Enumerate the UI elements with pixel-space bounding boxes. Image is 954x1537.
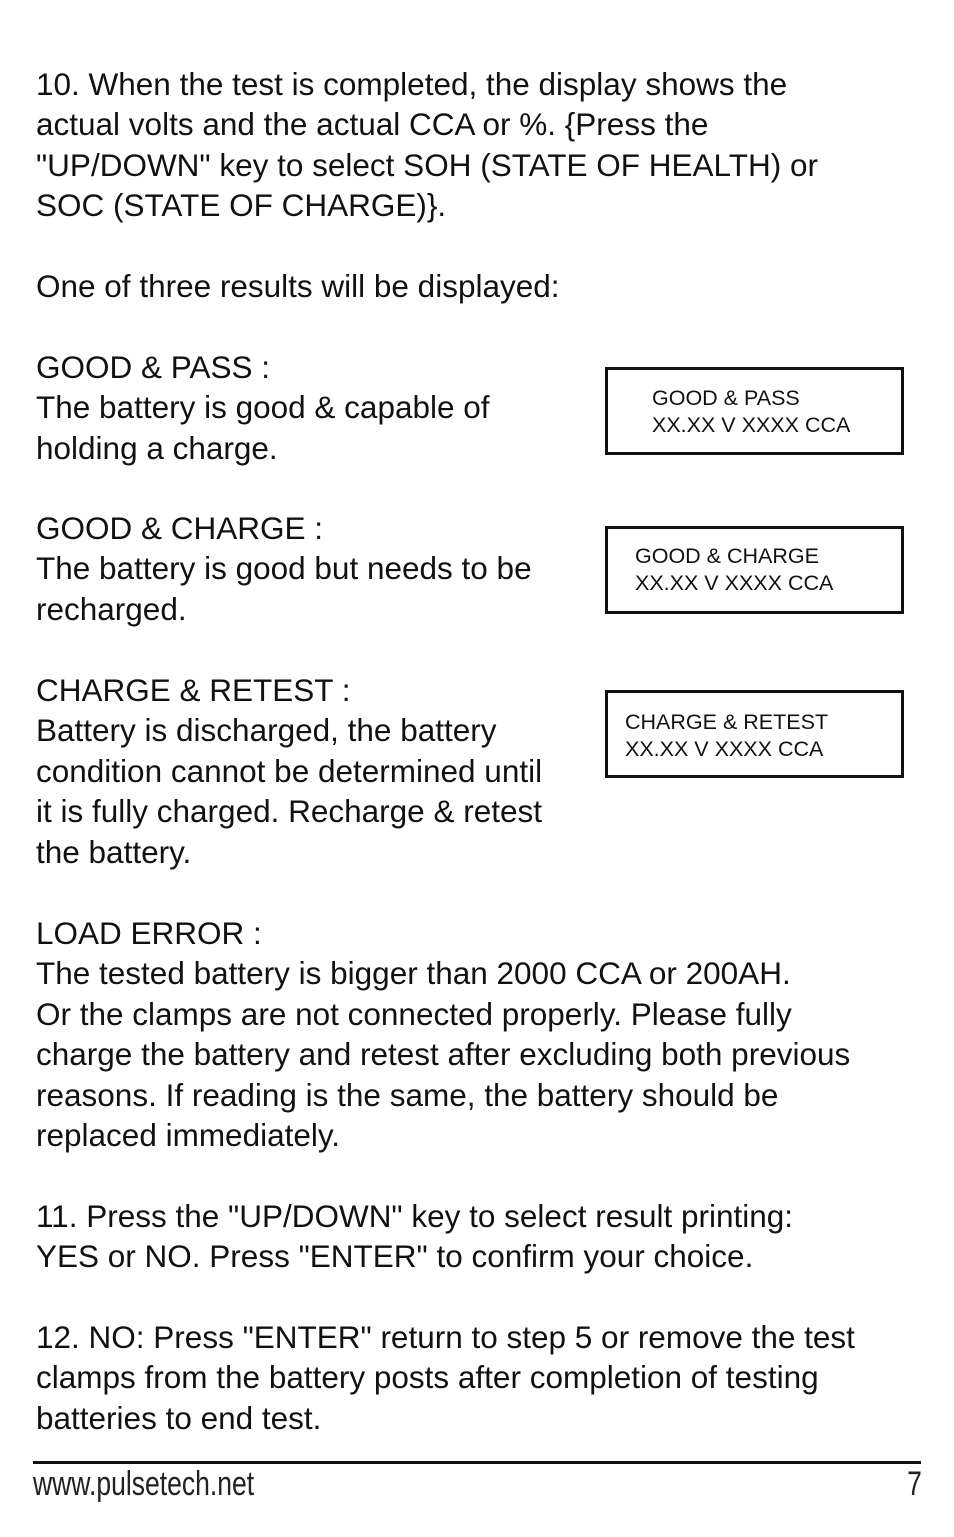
display-reading: XX.XX V XXXX CCA (625, 737, 824, 761)
text-line: "UP/DOWN" key to select SOH (STATE OF HEALTH) or (36, 146, 818, 183)
result-heading: GOOD & CHARGE : (36, 510, 324, 546)
footer-url: www.pulsetech.net (33, 1465, 255, 1503)
results-intro (36, 266, 560, 306)
text-line: One of three results will be displayed: (36, 268, 560, 304)
result-good-pass (36, 347, 490, 468)
load-error-paragraph (36, 913, 850, 1155)
step-11-paragraph (36, 1196, 793, 1277)
step-10-paragraph (36, 64, 818, 226)
text-line: reasons. If reading is the same, the battery should be (36, 1076, 779, 1113)
text-line: The battery is good & capable of (36, 389, 490, 426)
result-charge-retest (36, 670, 542, 872)
result-heading: CHARGE & RETEST : (36, 672, 351, 708)
display-reading: XX.XX V XXXX CCA (652, 413, 851, 437)
text-line: it is fully charged. Recharge & retest (36, 793, 542, 830)
text-line: charge the battery and retest after excluding both previous (36, 1036, 851, 1073)
text-line: YES or NO. Press "ENTER" to confirm your choice. (36, 1238, 754, 1275)
text-line: SOC (STATE OF CHARGE)}. (36, 187, 447, 224)
text-line: holding a charge. (36, 429, 278, 466)
text-line: 12. NO: Press "ENTER" return to step 5 or remove the test (36, 1319, 855, 1355)
display-reading: XX.XX V XXXX CCA (635, 571, 834, 595)
display-good-pass (605, 367, 904, 455)
display-good-charge (605, 526, 904, 614)
result-good-charge (36, 508, 532, 629)
text-line: clamps from the battery posts after completion of testing (36, 1359, 819, 1396)
text-line: recharged. (36, 590, 187, 627)
page-number: 7 (907, 1465, 922, 1503)
text-line: The tested battery is bigger than 2000 CCA or 200AH. (36, 955, 791, 992)
text-line: Battery is discharged, the battery (36, 712, 497, 749)
text-line: batteries to end test. (36, 1399, 322, 1436)
text-line: condition cannot be determined until (36, 752, 543, 789)
display-status: GOOD & PASS (652, 386, 800, 410)
text-line: The battery is good but needs to be (36, 550, 532, 587)
display-status: GOOD & CHARGE (635, 544, 819, 568)
result-heading: LOAD ERROR : (36, 915, 262, 951)
text-line: 11. Press the "UP/DOWN" key to select result printing: (36, 1198, 794, 1234)
text-line: the battery. (36, 833, 192, 870)
text-line: Or the clamps are not connected properly. Please fully (36, 995, 792, 1032)
text-line: actual volts and the actual CCA or %. {Press the (36, 106, 709, 143)
result-heading: GOOD & PASS : (36, 349, 270, 385)
display-charge-retest (605, 690, 904, 778)
display-status: CHARGE & RETEST (625, 710, 829, 734)
step-12-paragraph (36, 1317, 855, 1438)
text-line: replaced immediately. (36, 1117, 341, 1154)
text-line: 10. When the test is completed, the display shows the (36, 66, 788, 102)
